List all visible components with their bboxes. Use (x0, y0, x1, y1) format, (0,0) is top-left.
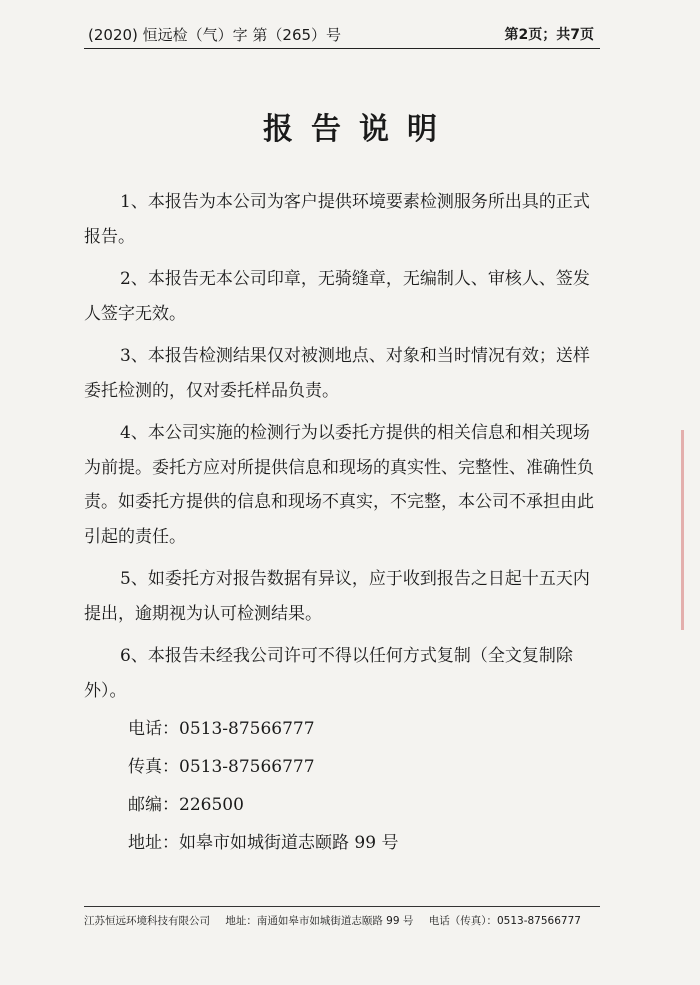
page-header (84, 20, 600, 49)
page-title: 报告说明 (263, 112, 455, 147)
note-paragraph-5: 5、如委托方对报告数据有异议，应于收到报告之日起十五天内提出，逾期视为认可检测结果。 (84, 569, 590, 624)
contact-fax: 传真：0513-87566777 (128, 757, 315, 777)
footer-address: 地址：南通如皋市如城街道志颐路 99 号 (225, 915, 414, 927)
footer-phone: 电话（传真）：0513-87566777 (428, 915, 581, 927)
footer-company: 江苏恒远环境科技有限公司 (84, 915, 210, 927)
note-paragraph-6: 6、本报告未经我公司许可不得以任何方式复制（全文复制除外）。 (84, 646, 573, 701)
contact-info (128, 716, 398, 868)
note-paragraph-3: 3、本报告检测结果仅对被测地点、对象和当时情况有效；送样委托检测的，仅对委托样品负责。 (84, 346, 590, 401)
note-paragraph-1: 1、本报告为本公司为客户提供环境要素检测服务所出具的正式报告。 (84, 192, 590, 247)
page-info: 第2页；共7页 (504, 27, 594, 43)
doc-number: (2020) 恒远检（气）字 第（265）号 (88, 26, 342, 44)
note-paragraph-2: 2、本报告无本公司印章，无骑缝章，无编制人、审核人、签发人签字无效。 (84, 269, 590, 324)
report-notes (84, 185, 604, 716)
seal-edge-mark (681, 430, 698, 630)
page-footer (84, 906, 600, 928)
contact-postcode: 邮编：226500 (128, 795, 244, 815)
note-paragraph-4: 4、本公司实施的检测行为以委托方提供的相关信息和相关现场为前提。委托方应对所提供信息和现场的真实性、完整性、准确性负责。如委托方提供的信息和现场不真实，不完整，本公司不承担由此引起的责任。 (84, 423, 594, 547)
contact-address: 地址：如皋市如城街道志颐路 99 号 (128, 833, 399, 853)
contact-phone: 电话：0513-87566777 (128, 719, 315, 739)
